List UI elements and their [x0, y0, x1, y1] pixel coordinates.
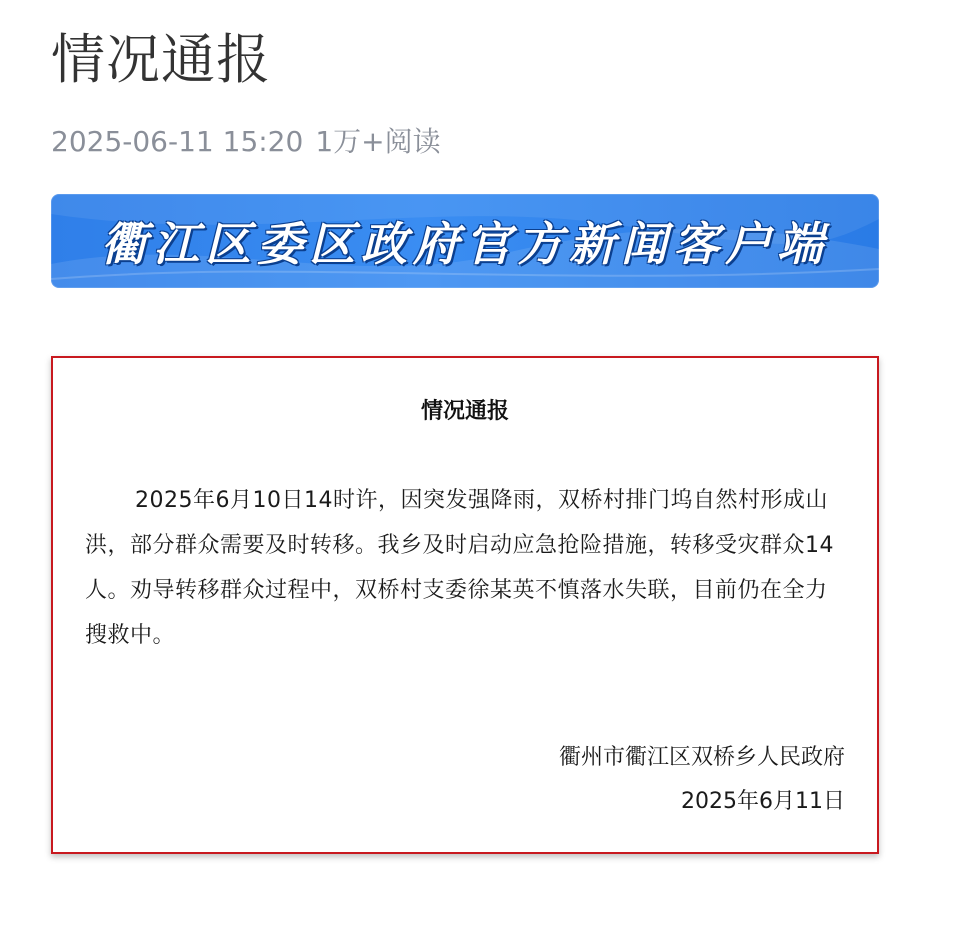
notice-body: 2025年6月10日14时许，因突发强降雨，双桥村排门坞自然村形成山洪，部分群众需要及时转移。我乡及时启动应急抢险措施，转移受灾群众14人。劝导转移群众过程中，双桥村支委徐某英不慎落水失联，目前仍在全力搜救中。 — [85, 488, 834, 648]
notice-title: 情况通报 — [420, 399, 509, 424]
issuer-name: 衢州市衢江区双桥乡人民政府 — [558, 745, 845, 770]
issue-date: 2025年6月11日 — [681, 789, 845, 814]
article-meta — [51, 120, 453, 164]
notice-card — [51, 356, 879, 854]
read-count: 1万+阅读 — [315, 125, 441, 158]
banner-title: 衢江区委区政府官方新闻客户端 — [101, 217, 829, 271]
page-title: 情况通报 — [51, 28, 271, 91]
news-client-banner[interactable] — [51, 194, 879, 288]
publish-date: 2025-06-11 15:20 — [51, 125, 304, 158]
notice-signature — [559, 736, 845, 824]
